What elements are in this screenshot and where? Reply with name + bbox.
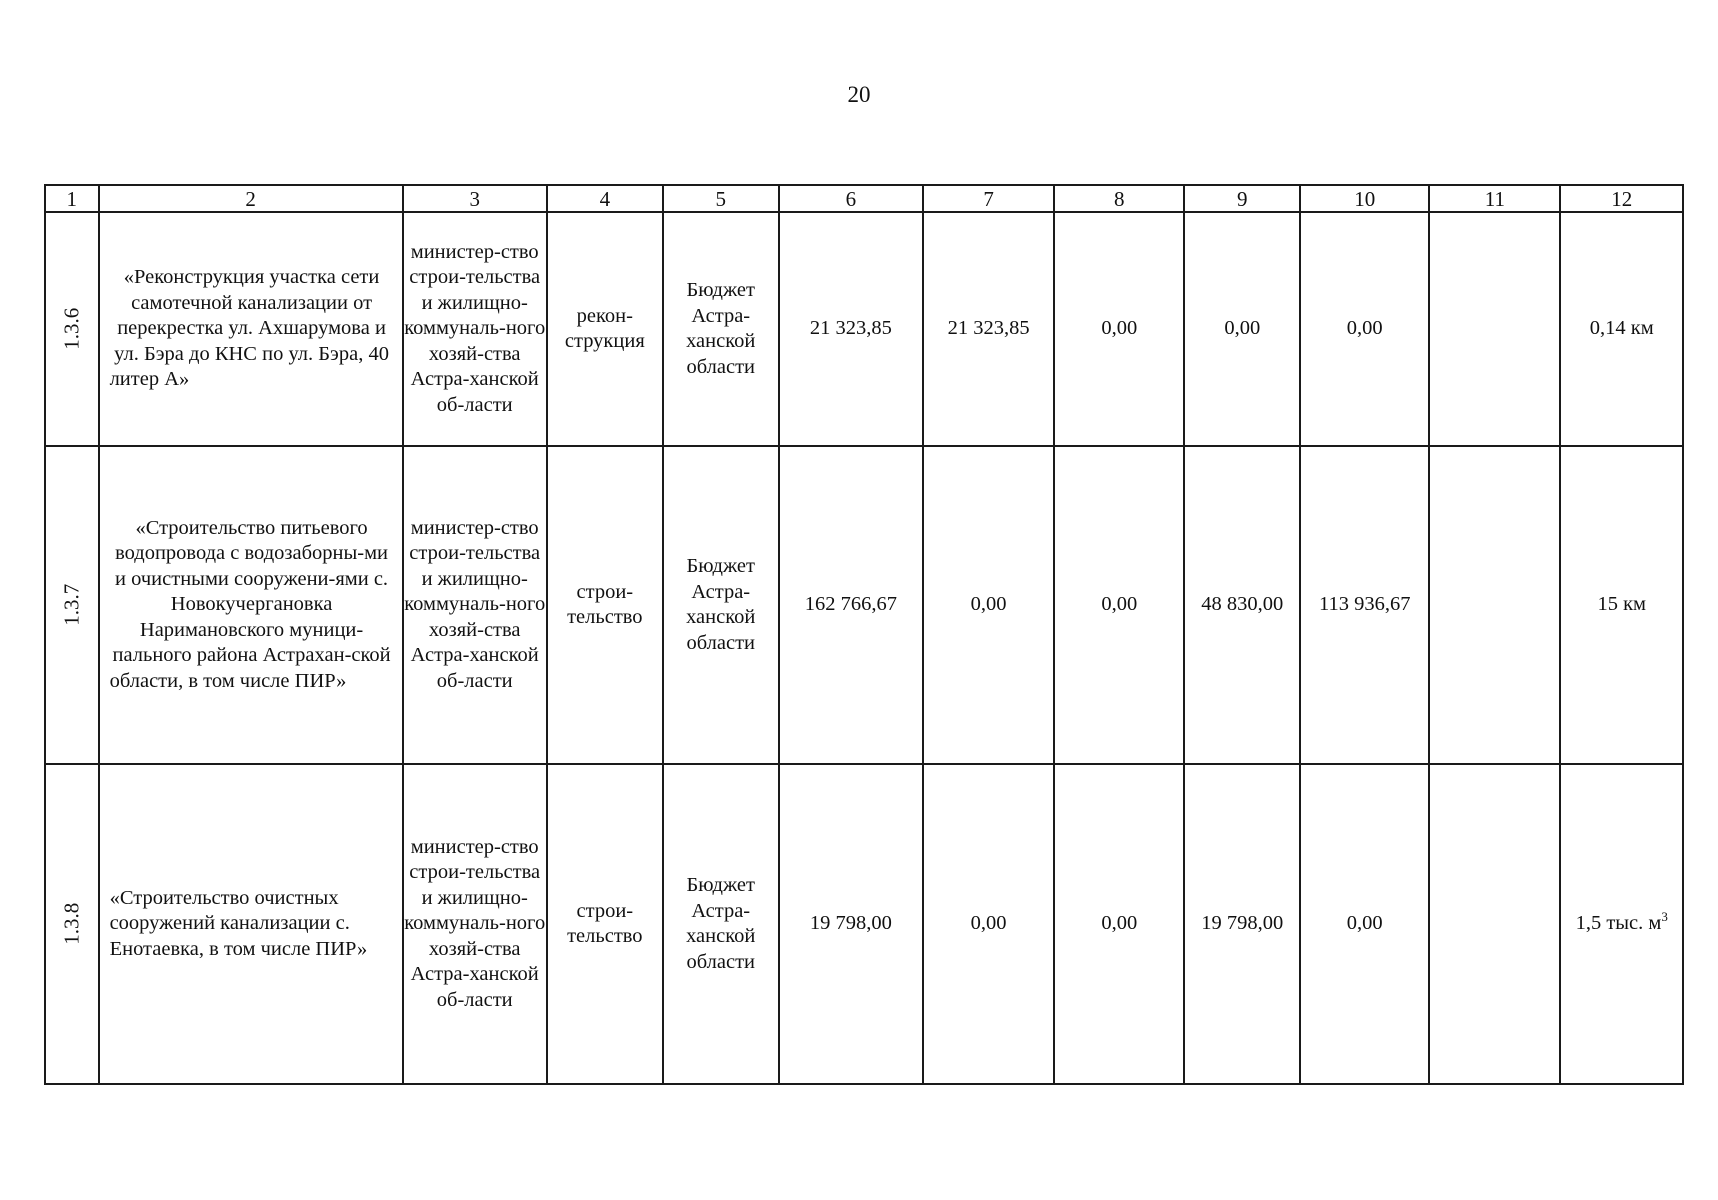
- header-cell-6: 6: [779, 185, 923, 212]
- row-number: 1.3.7: [59, 583, 84, 626]
- header-cell-8: 8: [1054, 185, 1184, 212]
- work-type-cell: строи-тельство: [547, 446, 663, 764]
- header-cell-9: 9: [1184, 185, 1300, 212]
- amount-col7-cell: 21 323,85: [923, 212, 1054, 446]
- header-cell-7: 7: [923, 185, 1054, 212]
- amount-col10-cell: 0,00: [1300, 764, 1429, 1084]
- result-superscript: 3: [1661, 909, 1668, 925]
- table-row: [45, 212, 1683, 446]
- amount-col9-cell: 0,00: [1184, 212, 1300, 446]
- description-cell: «Строительство очистных сооружений канализации с. Енотаевка, в том числе ПИР»: [99, 764, 403, 1084]
- row-number-cell: [45, 212, 99, 446]
- amount-col8-cell: 0,00: [1054, 446, 1184, 764]
- header-cell-2: 2: [99, 185, 403, 212]
- result-value: 1,5 тыс. м: [1575, 912, 1662, 935]
- description-cell: «Реконструкция участка сети самотечной канализации от перекрестка ул. Ахшарумова и ул. Бэра до КНС по ул. Бэра, 40 литер А»: [99, 212, 403, 446]
- amount-total-cell: 21 323,85: [779, 212, 923, 446]
- amount-col9-cell: 19 798,00: [1184, 764, 1300, 1084]
- amount-col7-cell: 0,00: [923, 764, 1054, 1084]
- result-value: 15 км: [1597, 593, 1646, 616]
- amount-col8-cell: 0,00: [1054, 764, 1184, 1084]
- row-number-cell: [45, 764, 99, 1084]
- amount-col8-cell: 0,00: [1054, 212, 1184, 446]
- description-cell: «Строительство питьевого водопровода с водозаборны-ми и очистными сооружени-ями с. Новокучергановка Наримановского муници-пального района Астрахан-ской области, в том числе ПИР»: [99, 446, 403, 764]
- table-row: [45, 446, 1683, 764]
- header-cell-12: 12: [1560, 185, 1683, 212]
- amount-col10-cell: 113 936,67: [1300, 446, 1429, 764]
- header-cell-1: 1: [45, 185, 99, 212]
- amount-col10-cell: 0,00: [1300, 212, 1429, 446]
- header-cell-5: 5: [663, 185, 779, 212]
- header-cell-3: 3: [403, 185, 547, 212]
- row-number: 1.3.6: [59, 307, 84, 350]
- responsible-cell: министер-ство строи-тельства и жилищно-коммуналь-ного хозяй-ства Астра-ханской об-ласти: [403, 446, 547, 764]
- header-cell-11: 11: [1429, 185, 1560, 212]
- funding-source-cell: Бюджет Астра-ханской области: [663, 446, 779, 764]
- amount-col7-cell: 0,00: [923, 446, 1054, 764]
- amount-total-cell: 162 766,67: [779, 446, 923, 764]
- header-cell-10: 10: [1300, 185, 1429, 212]
- funding-source-cell: Бюджет Астра-ханской области: [663, 764, 779, 1084]
- funding-source-cell: Бюджет Астра-ханской области: [663, 212, 779, 446]
- result-cell: [1560, 446, 1683, 764]
- row-number-cell: [45, 446, 99, 764]
- row-number: 1.3.8: [59, 902, 84, 945]
- amount-col9-cell: 48 830,00: [1184, 446, 1300, 764]
- amount-col11-cell: [1429, 212, 1560, 446]
- table-row: [45, 764, 1683, 1084]
- header-cell-4: 4: [547, 185, 663, 212]
- work-type-cell: рекон-струкция: [547, 212, 663, 446]
- amount-col11-cell: [1429, 446, 1560, 764]
- program-table: [44, 184, 1684, 1085]
- header-row: [45, 185, 1683, 212]
- result-value: 0,14 км: [1589, 317, 1654, 340]
- work-type-cell: строи-тельство: [547, 764, 663, 1084]
- result-cell: [1560, 764, 1683, 1084]
- amount-col11-cell: [1429, 764, 1560, 1084]
- responsible-cell: министер-ство строи-тельства и жилищно-коммуналь-ного хозяй-ства Астра-ханской об-ласти: [403, 212, 547, 446]
- page-number: 20: [847, 82, 871, 107]
- responsible-cell: министер-ство строи-тельства и жилищно-коммуналь-ного хозяй-ства Астра-ханской об-ласти: [403, 764, 547, 1084]
- result-cell: [1560, 212, 1683, 446]
- amount-total-cell: 19 798,00: [779, 764, 923, 1084]
